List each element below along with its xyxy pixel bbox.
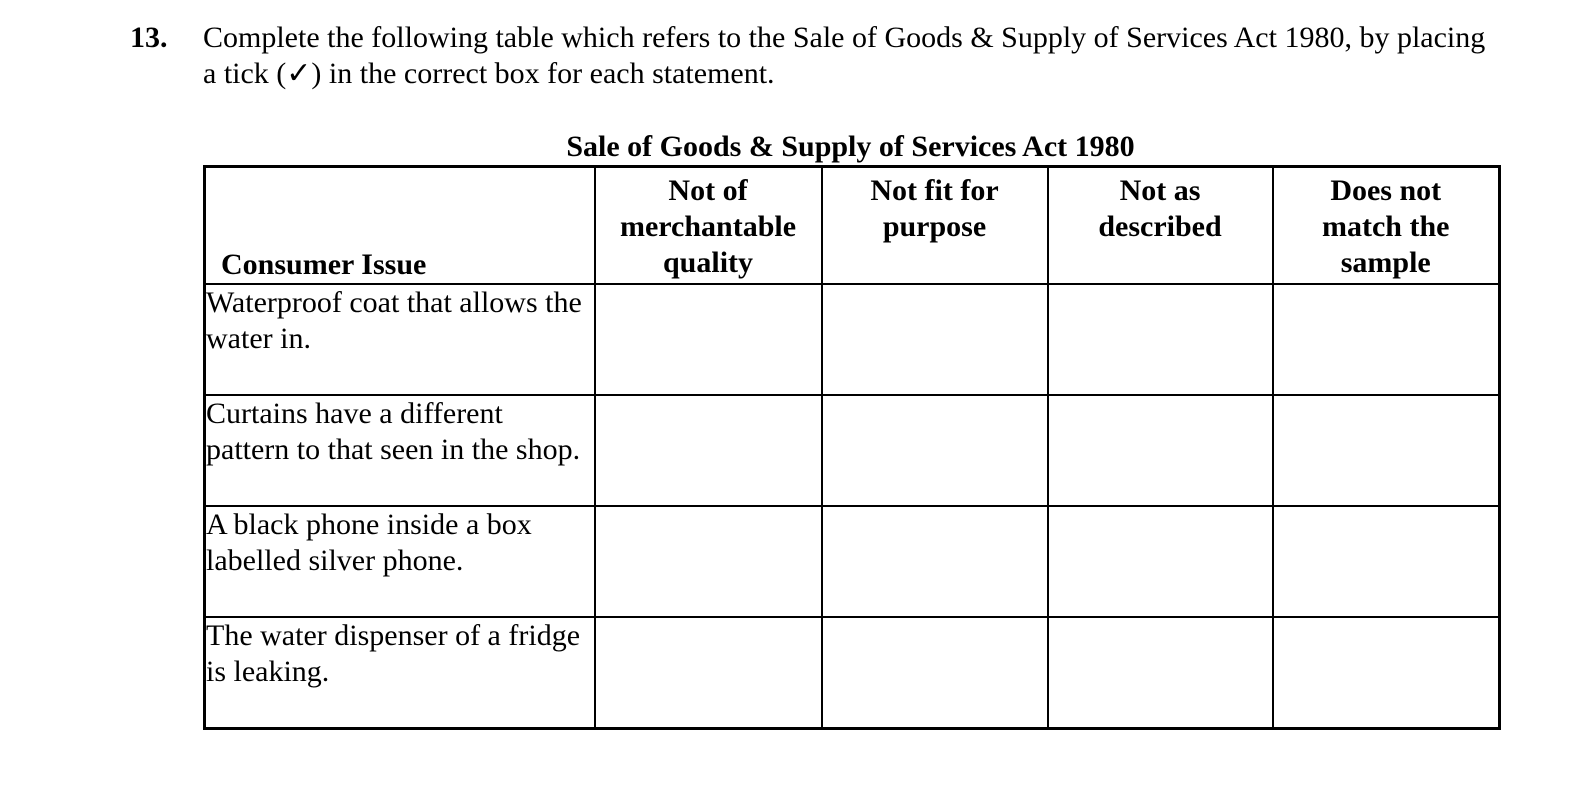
issue-cell: A black phone inside a box labelled silver phone. [205,506,595,617]
tick-box-as-described[interactable] [1048,284,1273,395]
tick-box-as-described[interactable] [1048,506,1273,617]
tick-box-merchantable[interactable] [595,506,822,617]
tick-box-match-sample[interactable] [1273,395,1500,506]
tick-box-merchantable[interactable] [595,395,822,506]
table-row [205,284,1500,395]
act-table [203,165,1501,730]
issue-cell: Curtains have a different pattern to that seen in the shop. [205,395,595,506]
tick-box-fit-for-purpose[interactable] [822,506,1048,617]
tick-box-merchantable[interactable] [595,617,822,729]
tick-box-fit-for-purpose[interactable] [822,617,1048,729]
issue-cell: Waterproof coat that allows the water in. [205,284,595,395]
tick-box-fit-for-purpose[interactable] [822,284,1048,395]
column-header-match-sample: Does not match the sample [1273,167,1500,285]
tick-box-as-described[interactable] [1048,395,1273,506]
tick-box-as-described[interactable] [1048,617,1273,729]
column-header-fit-for-purpose: Not fit for purpose [822,167,1048,285]
header-row [205,167,1500,285]
tick-box-fit-for-purpose[interactable] [822,395,1048,506]
column-header-as-described: Not as described [1048,167,1273,285]
tick-box-match-sample[interactable] [1273,284,1500,395]
question-number: 13. [130,21,168,54]
table-row [205,617,1500,729]
table-row [205,506,1500,617]
table-caption: Sale of Goods & Supply of Services Act 1980 [566,130,1135,163]
tick-box-match-sample[interactable] [1273,506,1500,617]
column-header-merchantable: Not of merchantable quality [595,167,822,285]
consumer-issue-header: Consumer Issue [205,167,595,285]
table-row [205,395,1500,506]
issue-cell: The water dispenser of a fridge is leaking. [205,617,595,729]
question-text: Complete the following table which refers to the Sale of Goods & Supply of Services Act 1980, by placing a tick (✓) in the correct box for each statement. [203,21,1486,90]
tick-box-match-sample[interactable] [1273,617,1500,729]
tick-box-merchantable[interactable] [595,284,822,395]
